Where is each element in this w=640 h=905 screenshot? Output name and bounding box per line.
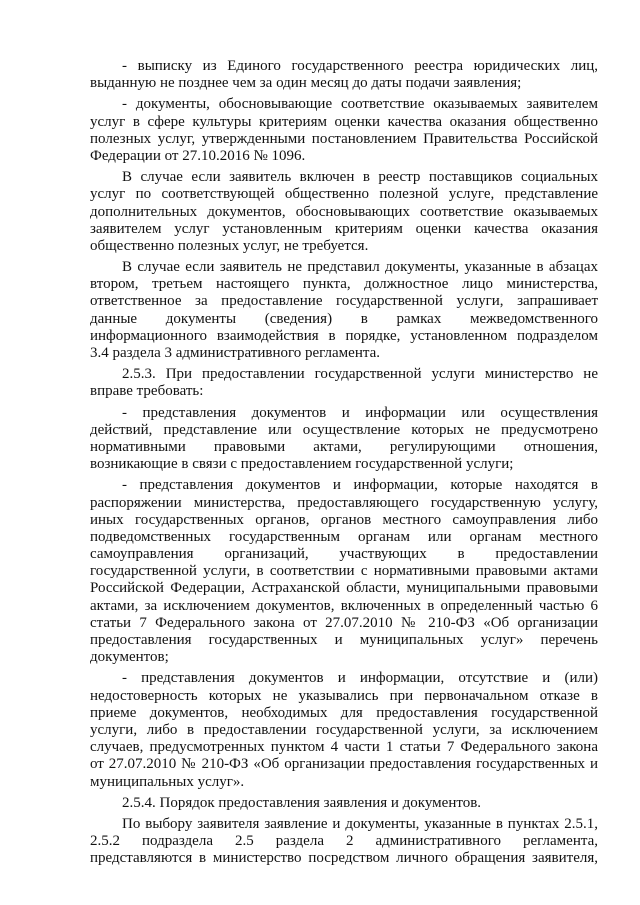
text-line: информационного взаимодействия в порядке, установленном подразделом [90, 327, 598, 344]
paragraph [90, 477, 598, 666]
text-line: возникающие в связи с предоставлением государственной услуги; [90, 456, 514, 473]
text-line: от 27.07.2010 № 210-ФЗ «Об организации предоставления государственных и [90, 756, 598, 773]
text-line: недостоверность которых не указывались при первоначальном отказе в [90, 687, 598, 704]
text-line: документов; [90, 649, 169, 666]
text-line: Федерации от 27.10.2016 № 1096. [90, 147, 306, 164]
document-body [90, 58, 598, 871]
paragraph [90, 96, 598, 165]
text-line: статьи 7 Федерального закона от 27.07.2010 № 210-ФЗ «Об организации [90, 614, 598, 631]
text-line: иных государственных органов, органов местного самоуправления либо [90, 511, 598, 528]
paragraph [90, 169, 598, 255]
text-line: заявителем услуг установленным критериям оценки качества оказания [90, 220, 598, 237]
text-line: действий, представление или осуществление которых не предусмотрено [90, 421, 598, 438]
text-line: общественно полезных услуг, не требуется. [90, 237, 369, 254]
text-line: 3.4 раздела 3 административного регламента. [90, 345, 381, 361]
text-line: - представления документов и информации или осуществления [122, 404, 598, 421]
text-line: приеме документов, необходимых для предоставления государственной [90, 704, 598, 721]
text-line: В случае если заявитель не представил документы, указанные в абзацах [122, 259, 598, 276]
text-line: нормативными правовыми актами, регулирующими отношения, [90, 438, 598, 455]
text-line: - документы, обосновывающие соответствие оказываемых заявителем [122, 96, 598, 113]
text-line: случаев, предусмотренных пунктом 4 части 1 статьи 7 Федерального закона [90, 739, 598, 756]
text-line: 2.5.2 подраздела 2.5 раздела 2 административного регламента, [90, 833, 598, 850]
text-line: предоставления государственных и муниципальных услуг» перечень [90, 632, 598, 648]
text-line: - представления документов и информации, которые находятся в [122, 477, 598, 494]
text-line: вправе требовать: [90, 383, 204, 400]
text-line: услуги, либо в предоставлении государственной услуги, за исключением [90, 721, 598, 738]
text-line: полезных услуг, утвержденными постановлением Правительства Российской [90, 130, 598, 147]
text-line: государственной услуги, в соответствии с нормативными правовыми актами [90, 563, 598, 580]
paragraph [90, 795, 598, 812]
text-line: услуг в сфере культуры критериям оценки качества оказания общественно [90, 113, 598, 130]
text-line: ответственное за предоставление государственной услуги, запрашивает [90, 293, 598, 310]
text-line: актами, за исключением документов, включенных в определенный частью 6 [90, 597, 598, 614]
text-line: дополнительных документов, обосновывающих соответствие оказываемых [90, 203, 598, 220]
text-line: В случае если заявитель включен в реестр поставщиков социальных [122, 169, 598, 186]
paragraph [90, 405, 598, 474]
paragraph [90, 366, 598, 400]
text-line: данные документы (сведения) в рамках межведомственного [90, 310, 598, 327]
paragraph [90, 259, 598, 362]
text-line: услуг по соответствующей общественно полезной услуге, представление [90, 186, 598, 203]
paragraph [90, 58, 598, 92]
paragraph [90, 670, 598, 790]
text-line: муниципальных услуг». [90, 773, 245, 790]
text-line: представляются в министерство посредством личного обращения заявителя, [90, 850, 598, 867]
text-line: По выбору заявителя заявление и документы, указанные в пунктах 2.5.1, [122, 815, 598, 832]
text-line: 2.5.3. При предоставлении государственной услуги министерство не [122, 366, 598, 383]
text-line: втором, третьем настоящего пункта, должностное лицо министерства, [90, 276, 598, 293]
text-line: 2.5.4. Порядок предоставления заявления и документов. [122, 794, 482, 811]
paragraph [90, 816, 598, 868]
text-line: Российской Федерации, Астраханской области, муниципальными правовыми [90, 580, 598, 597]
text-line: - представления документов и информации, отсутствие и (или) [122, 670, 598, 687]
text-line: распоряжении министерства, предоставляющего государственную услугу, [90, 494, 598, 511]
text-line: - выписку из Единого государственного реестра юридических лиц, [122, 58, 598, 74]
text-line: самоуправления организаций, участвующих в предоставлении [90, 546, 598, 563]
text-line: подведомственных государственным органам или органам местного [90, 528, 598, 545]
text-line: выданную не позднее чем за один месяц до даты подачи заявления; [90, 75, 522, 92]
